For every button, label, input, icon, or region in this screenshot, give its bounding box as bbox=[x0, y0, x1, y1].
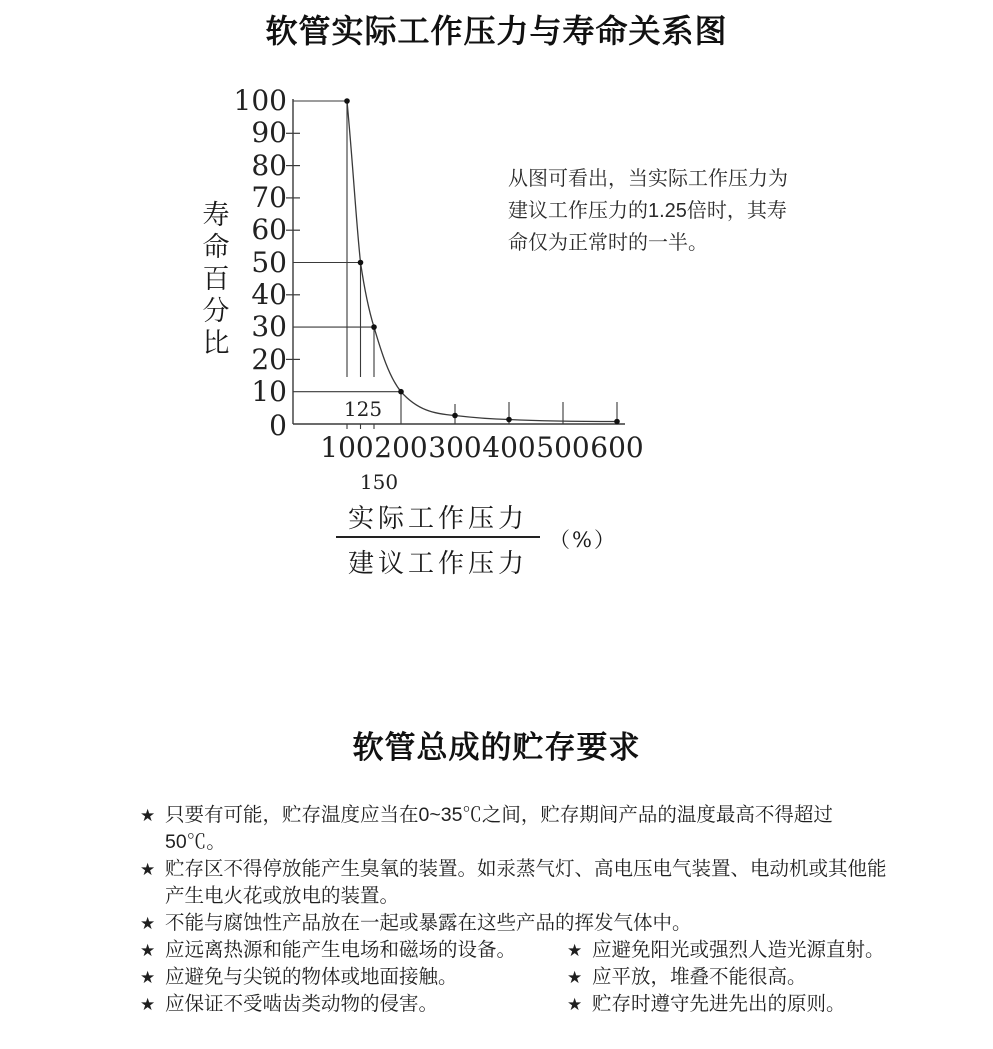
star-bullet-icon: ★ bbox=[140, 806, 156, 825]
list-item bbox=[140, 856, 888, 910]
x-tick-label: 200 bbox=[374, 431, 428, 464]
annotation-line: 从图可看出，当实际工作压力为 bbox=[508, 168, 788, 190]
star-bullet-icon: ★ bbox=[140, 914, 156, 933]
list-row-two-columns bbox=[140, 991, 888, 1018]
list-item-text: 应避免阳光或强烈人造光源直射。 bbox=[592, 939, 885, 961]
list-item-text: 只要有可能，贮存温度应当在0~35℃之间，贮存期间产品的温度最高不得超过50℃。 bbox=[165, 804, 833, 853]
star-bullet-icon: ★ bbox=[140, 941, 156, 960]
star-bullet-icon: ★ bbox=[140, 860, 156, 879]
fraction-bar bbox=[336, 536, 540, 538]
chart-title: 软管实际工作压力与寿命关系图 bbox=[265, 13, 728, 49]
chart-canvas bbox=[170, 85, 690, 505]
data-point-dot bbox=[371, 324, 377, 330]
list-item bbox=[140, 964, 567, 991]
reference-lines-vertical bbox=[347, 101, 617, 429]
star-bullet-icon: ★ bbox=[140, 995, 156, 1014]
list-item bbox=[140, 802, 888, 856]
x-tick-label: 500 bbox=[536, 431, 590, 464]
storage-requirements-list bbox=[140, 802, 888, 1018]
list-item bbox=[567, 964, 888, 991]
star-bullet-icon: ★ bbox=[567, 995, 583, 1014]
list-item-text bbox=[165, 856, 888, 910]
data-point-dot bbox=[398, 389, 404, 395]
data-point-dot bbox=[506, 417, 512, 423]
list-item bbox=[567, 937, 888, 964]
data-points bbox=[344, 98, 620, 424]
list-item-line: 贮存区不得停放能产生臭氧的装置。如汞蒸气灯、高电压电气装置、电动机或其他能 bbox=[165, 858, 887, 880]
y-tick-label: 90 bbox=[251, 116, 287, 149]
list-item-text: 贮存时遵守先进先出的原则。 bbox=[592, 993, 846, 1015]
storage-title: 软管总成的贮存要求 bbox=[352, 730, 641, 765]
list-item bbox=[140, 991, 567, 1018]
y-axis-title: 寿命百分比 bbox=[202, 200, 230, 359]
data-point-dot bbox=[344, 98, 350, 104]
x-tick-label-125: 125 bbox=[343, 397, 383, 421]
percent-unit-label: （%） bbox=[549, 528, 617, 552]
list-row-two-columns bbox=[140, 937, 888, 964]
list-item-line: 产生电火花或放电的装置。 bbox=[165, 885, 400, 907]
x-axis-fraction-denominator: 建议工作压力 bbox=[347, 549, 528, 579]
x-tick-label: 300 bbox=[428, 431, 482, 464]
y-tick-label: 70 bbox=[251, 181, 287, 214]
y-tick-label: 80 bbox=[251, 149, 287, 182]
annotation-line: 建议工作压力的1.25倍时，其寿 bbox=[508, 200, 787, 222]
life-curve bbox=[347, 101, 617, 422]
pressure-life-chart bbox=[170, 85, 690, 505]
annotation-line: 命仅为正常时的一半。 bbox=[508, 232, 708, 254]
x-axis-fraction-numerator: 实际工作压力 bbox=[347, 504, 528, 534]
star-bullet-icon: ★ bbox=[567, 968, 583, 987]
x-tick-label: 100 bbox=[320, 431, 374, 464]
list-item bbox=[140, 937, 567, 964]
x-tick-label: 400 bbox=[482, 431, 536, 464]
chart-annotation bbox=[508, 163, 898, 259]
list-item bbox=[567, 991, 888, 1018]
list-item-text: 应保证不受啮齿类动物的侵害。 bbox=[165, 993, 439, 1015]
y-tick-label: 60 bbox=[251, 213, 287, 246]
list-row-two-columns bbox=[140, 964, 888, 991]
y-tick-label: 30 bbox=[251, 310, 287, 343]
list-item-text: 应平放，堆叠不能很高。 bbox=[592, 966, 807, 988]
y-tick-label: 20 bbox=[251, 343, 287, 376]
y-tick-label: 0 bbox=[269, 409, 287, 442]
x-tick-labels bbox=[320, 397, 643, 494]
y-tick-label: 10 bbox=[251, 375, 287, 408]
list-item-text: 应远离热源和能产生电场和磁场的设备。 bbox=[165, 939, 517, 961]
x-tick-label-150: 150 bbox=[359, 470, 399, 494]
x-tick-label: 600 bbox=[590, 431, 644, 464]
y-tick-labels bbox=[234, 85, 287, 442]
data-point-dot bbox=[452, 413, 458, 419]
y-tick-label: 40 bbox=[251, 278, 287, 311]
star-bullet-icon: ★ bbox=[140, 968, 156, 987]
list-item bbox=[140, 910, 888, 937]
data-point-dot bbox=[614, 419, 620, 425]
list-item-text: 应避免与尖锐的物体或地面接触。 bbox=[165, 966, 458, 988]
list-item-text: 不能与腐蚀性产品放在一起或暴露在这些产品的挥发气体中。 bbox=[165, 912, 692, 934]
data-point-dot bbox=[358, 260, 364, 266]
y-tick-label: 100 bbox=[233, 85, 287, 117]
y-tick-label: 50 bbox=[251, 246, 287, 279]
star-bullet-icon: ★ bbox=[567, 941, 583, 960]
axes bbox=[293, 99, 625, 424]
